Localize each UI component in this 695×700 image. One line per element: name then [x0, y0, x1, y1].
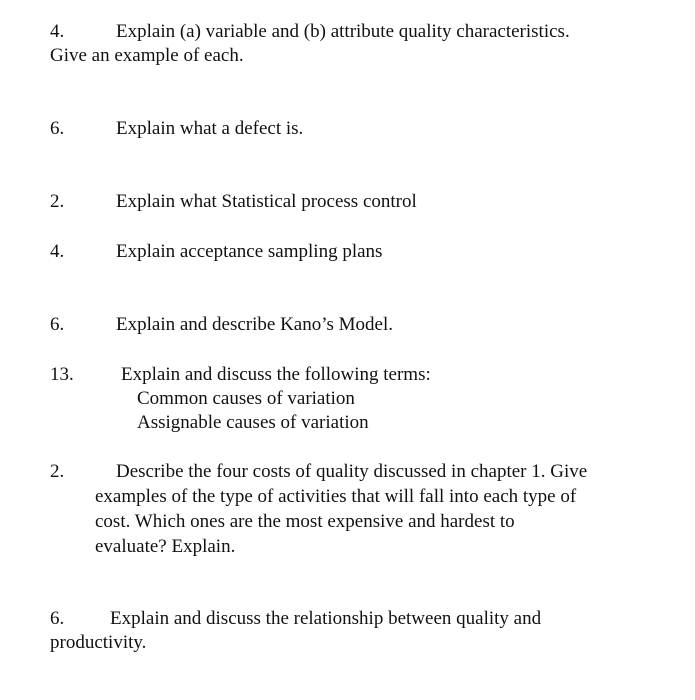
question-text: Explain and discuss the following terms: [121, 364, 431, 385]
question-text: Explain and discuss the relationship between quality and [110, 608, 542, 629]
question-number: 2. [50, 191, 65, 212]
question-7-line-3: cost. Which ones are the most expensive and hardest to [95, 511, 515, 532]
question-text: Explain and describe Kano’s Model. [116, 314, 394, 335]
subitem-common-causes: Common causes of variation [137, 388, 355, 409]
question-7-line-4: evaluate? Explain. [95, 536, 236, 557]
question-number: 2. [50, 461, 65, 482]
question-text: Explain what a defect is. [116, 118, 304, 139]
question-number: 6. [50, 608, 65, 629]
question-number: 6. [50, 314, 65, 335]
question-number: 6. [50, 118, 65, 139]
question-1-continuation: Give an example of each. [50, 45, 244, 66]
question-text: Describe the four costs of quality discussed in chapter 1. Give [116, 461, 588, 482]
question-text: Explain (a) variable and (b) attribute quality characteristics. [116, 21, 570, 42]
question-text: Explain acceptance sampling plans [116, 241, 383, 262]
subitem-assignable-causes: Assignable causes of variation [137, 412, 369, 433]
question-number: 4. [50, 21, 65, 42]
question-text: Explain what Statistical process control [116, 191, 417, 212]
question-number: 13. [50, 364, 74, 385]
question-number: 4. [50, 241, 65, 262]
question-8-continuation: productivity. [50, 632, 147, 653]
question-7-line-2: examples of the type of activities that will fall into each type of [95, 486, 577, 507]
